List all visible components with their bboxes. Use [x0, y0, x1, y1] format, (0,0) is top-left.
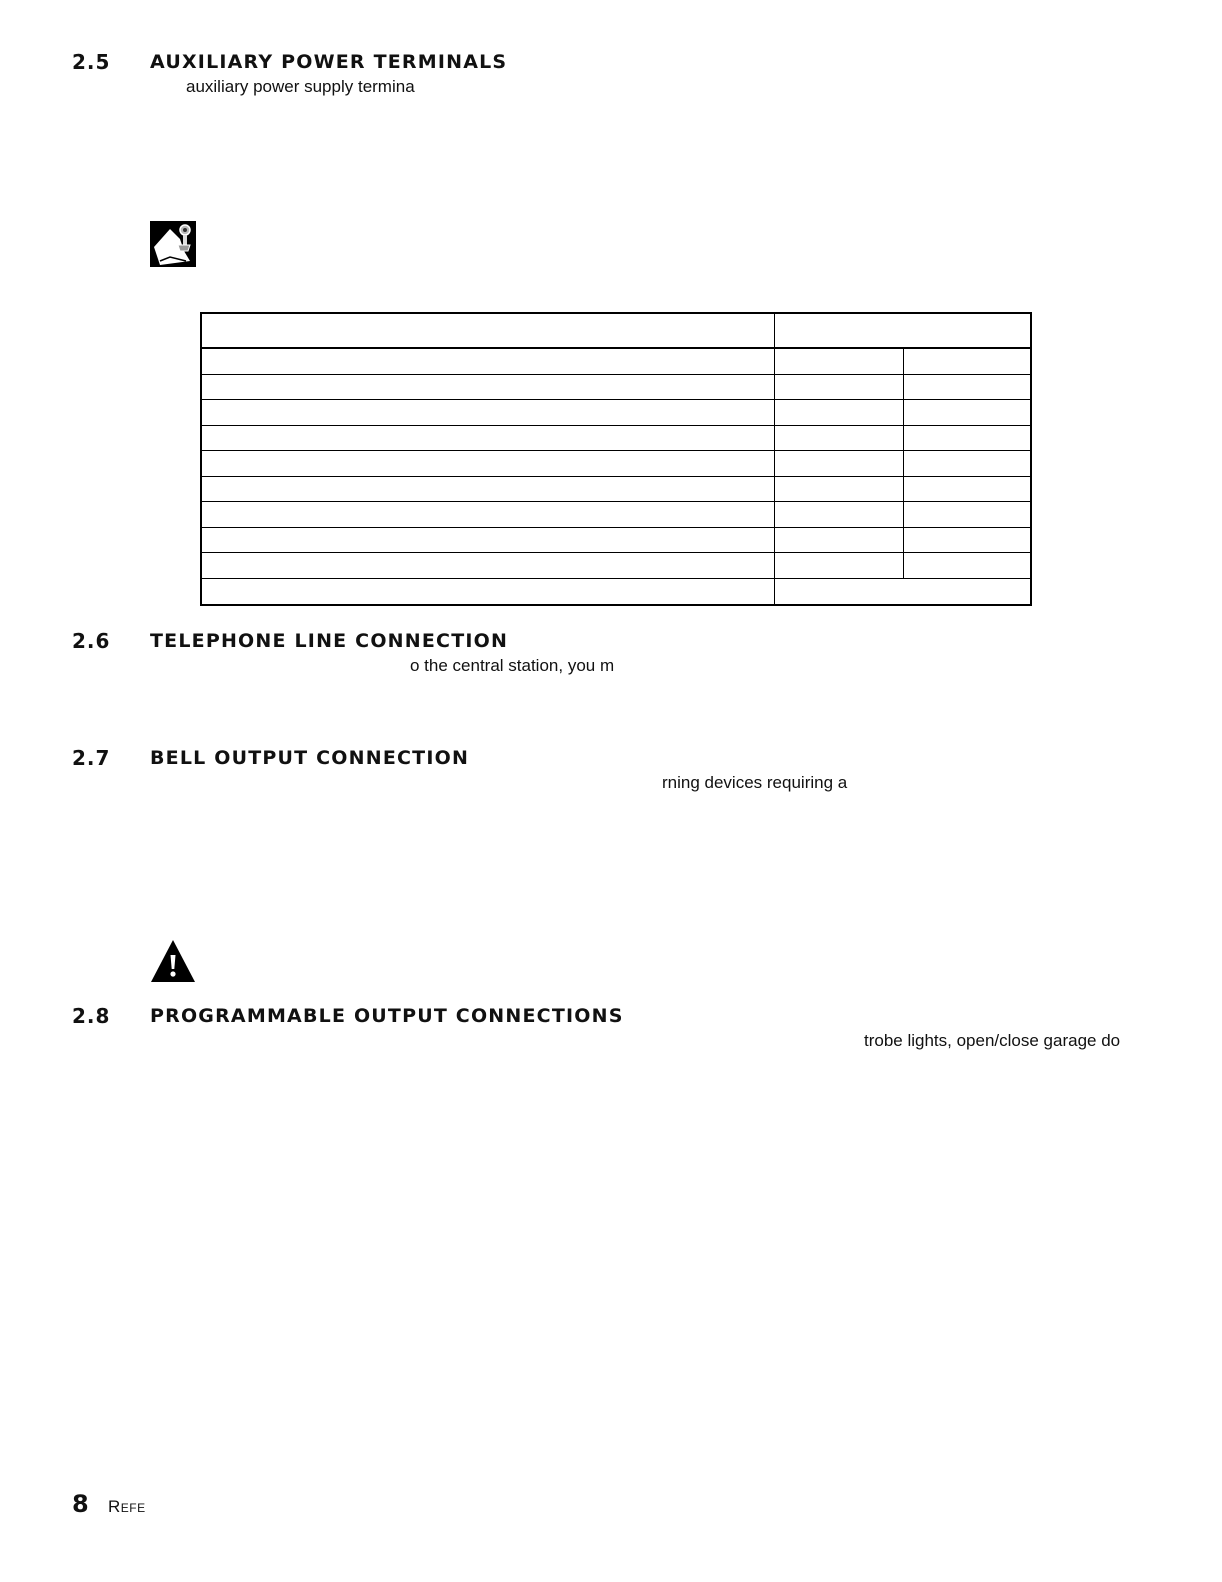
running-title: Refe: [108, 1497, 146, 1516]
table-cell: [201, 578, 775, 605]
table-cell: [904, 348, 1032, 374]
section-title-auxiliary-power: AUXILIARY POWER TERMINALS: [150, 51, 508, 73]
table-cell: [201, 527, 775, 553]
table-row: [201, 374, 1031, 400]
section-number-2-6: 2.6: [72, 629, 111, 653]
table-cell: [775, 527, 904, 553]
table-cell: [904, 476, 1032, 502]
table-cell: [201, 348, 775, 374]
table-cell: [775, 374, 904, 400]
section-title-telephone-line: TELEPHONE LINE CONNECTION: [150, 630, 509, 652]
table-row: [201, 348, 1031, 374]
table-cell: [201, 451, 775, 477]
table-cell: [904, 425, 1032, 451]
table-row: [201, 553, 1031, 579]
table-cell: [775, 425, 904, 451]
section-text-telephone-line: o the central station, you m: [410, 656, 615, 675]
table-header-row: [201, 313, 1031, 348]
table-footer-row: [201, 578, 1031, 605]
table-cell: [775, 348, 904, 374]
page-number: 8: [72, 1490, 89, 1518]
table-row: [201, 527, 1031, 553]
table-cell: [904, 553, 1032, 579]
section-text-auxiliary-power: auxiliary power supply termina: [186, 77, 415, 96]
section-number-2-5: 2.5: [72, 50, 111, 74]
table-row: [201, 451, 1031, 477]
section-number-2-8: 2.8: [72, 1004, 111, 1028]
table-row: [201, 400, 1031, 426]
section-text-programmable-output: trobe lights, open/close garage do: [864, 1031, 1121, 1050]
table-cell: [775, 451, 904, 477]
table-header-cell: [201, 313, 775, 348]
warning-icon: [150, 938, 196, 984]
table-cell: [201, 476, 775, 502]
section-title-bell-output: BELL OUTPUT CONNECTION: [150, 747, 470, 769]
table-cell: [904, 502, 1032, 528]
table-header-cell: [775, 313, 1032, 348]
table-row: [201, 502, 1031, 528]
table-cell: [775, 578, 1032, 605]
table-cell: [904, 527, 1032, 553]
note-pin-icon: [150, 221, 196, 267]
section-text-bell-output: rning devices requiring a: [662, 773, 848, 792]
table-cell: [775, 400, 904, 426]
specification-table: [200, 312, 1032, 606]
table-cell: [904, 451, 1032, 477]
section-title-programmable-output: PROGRAMMABLE OUTPUT CONNECTIONS: [150, 1005, 624, 1027]
table-cell: [904, 400, 1032, 426]
table-cell: [775, 476, 904, 502]
table-cell: [201, 502, 775, 528]
table-cell: [201, 374, 775, 400]
table-cell: [201, 553, 775, 579]
table-cell: [904, 374, 1032, 400]
table-row: [201, 425, 1031, 451]
table-cell: [775, 502, 904, 528]
table-cell: [201, 425, 775, 451]
table-row: [201, 476, 1031, 502]
section-number-2-7: 2.7: [72, 746, 111, 770]
table-cell: [775, 553, 904, 579]
table-cell: [201, 400, 775, 426]
